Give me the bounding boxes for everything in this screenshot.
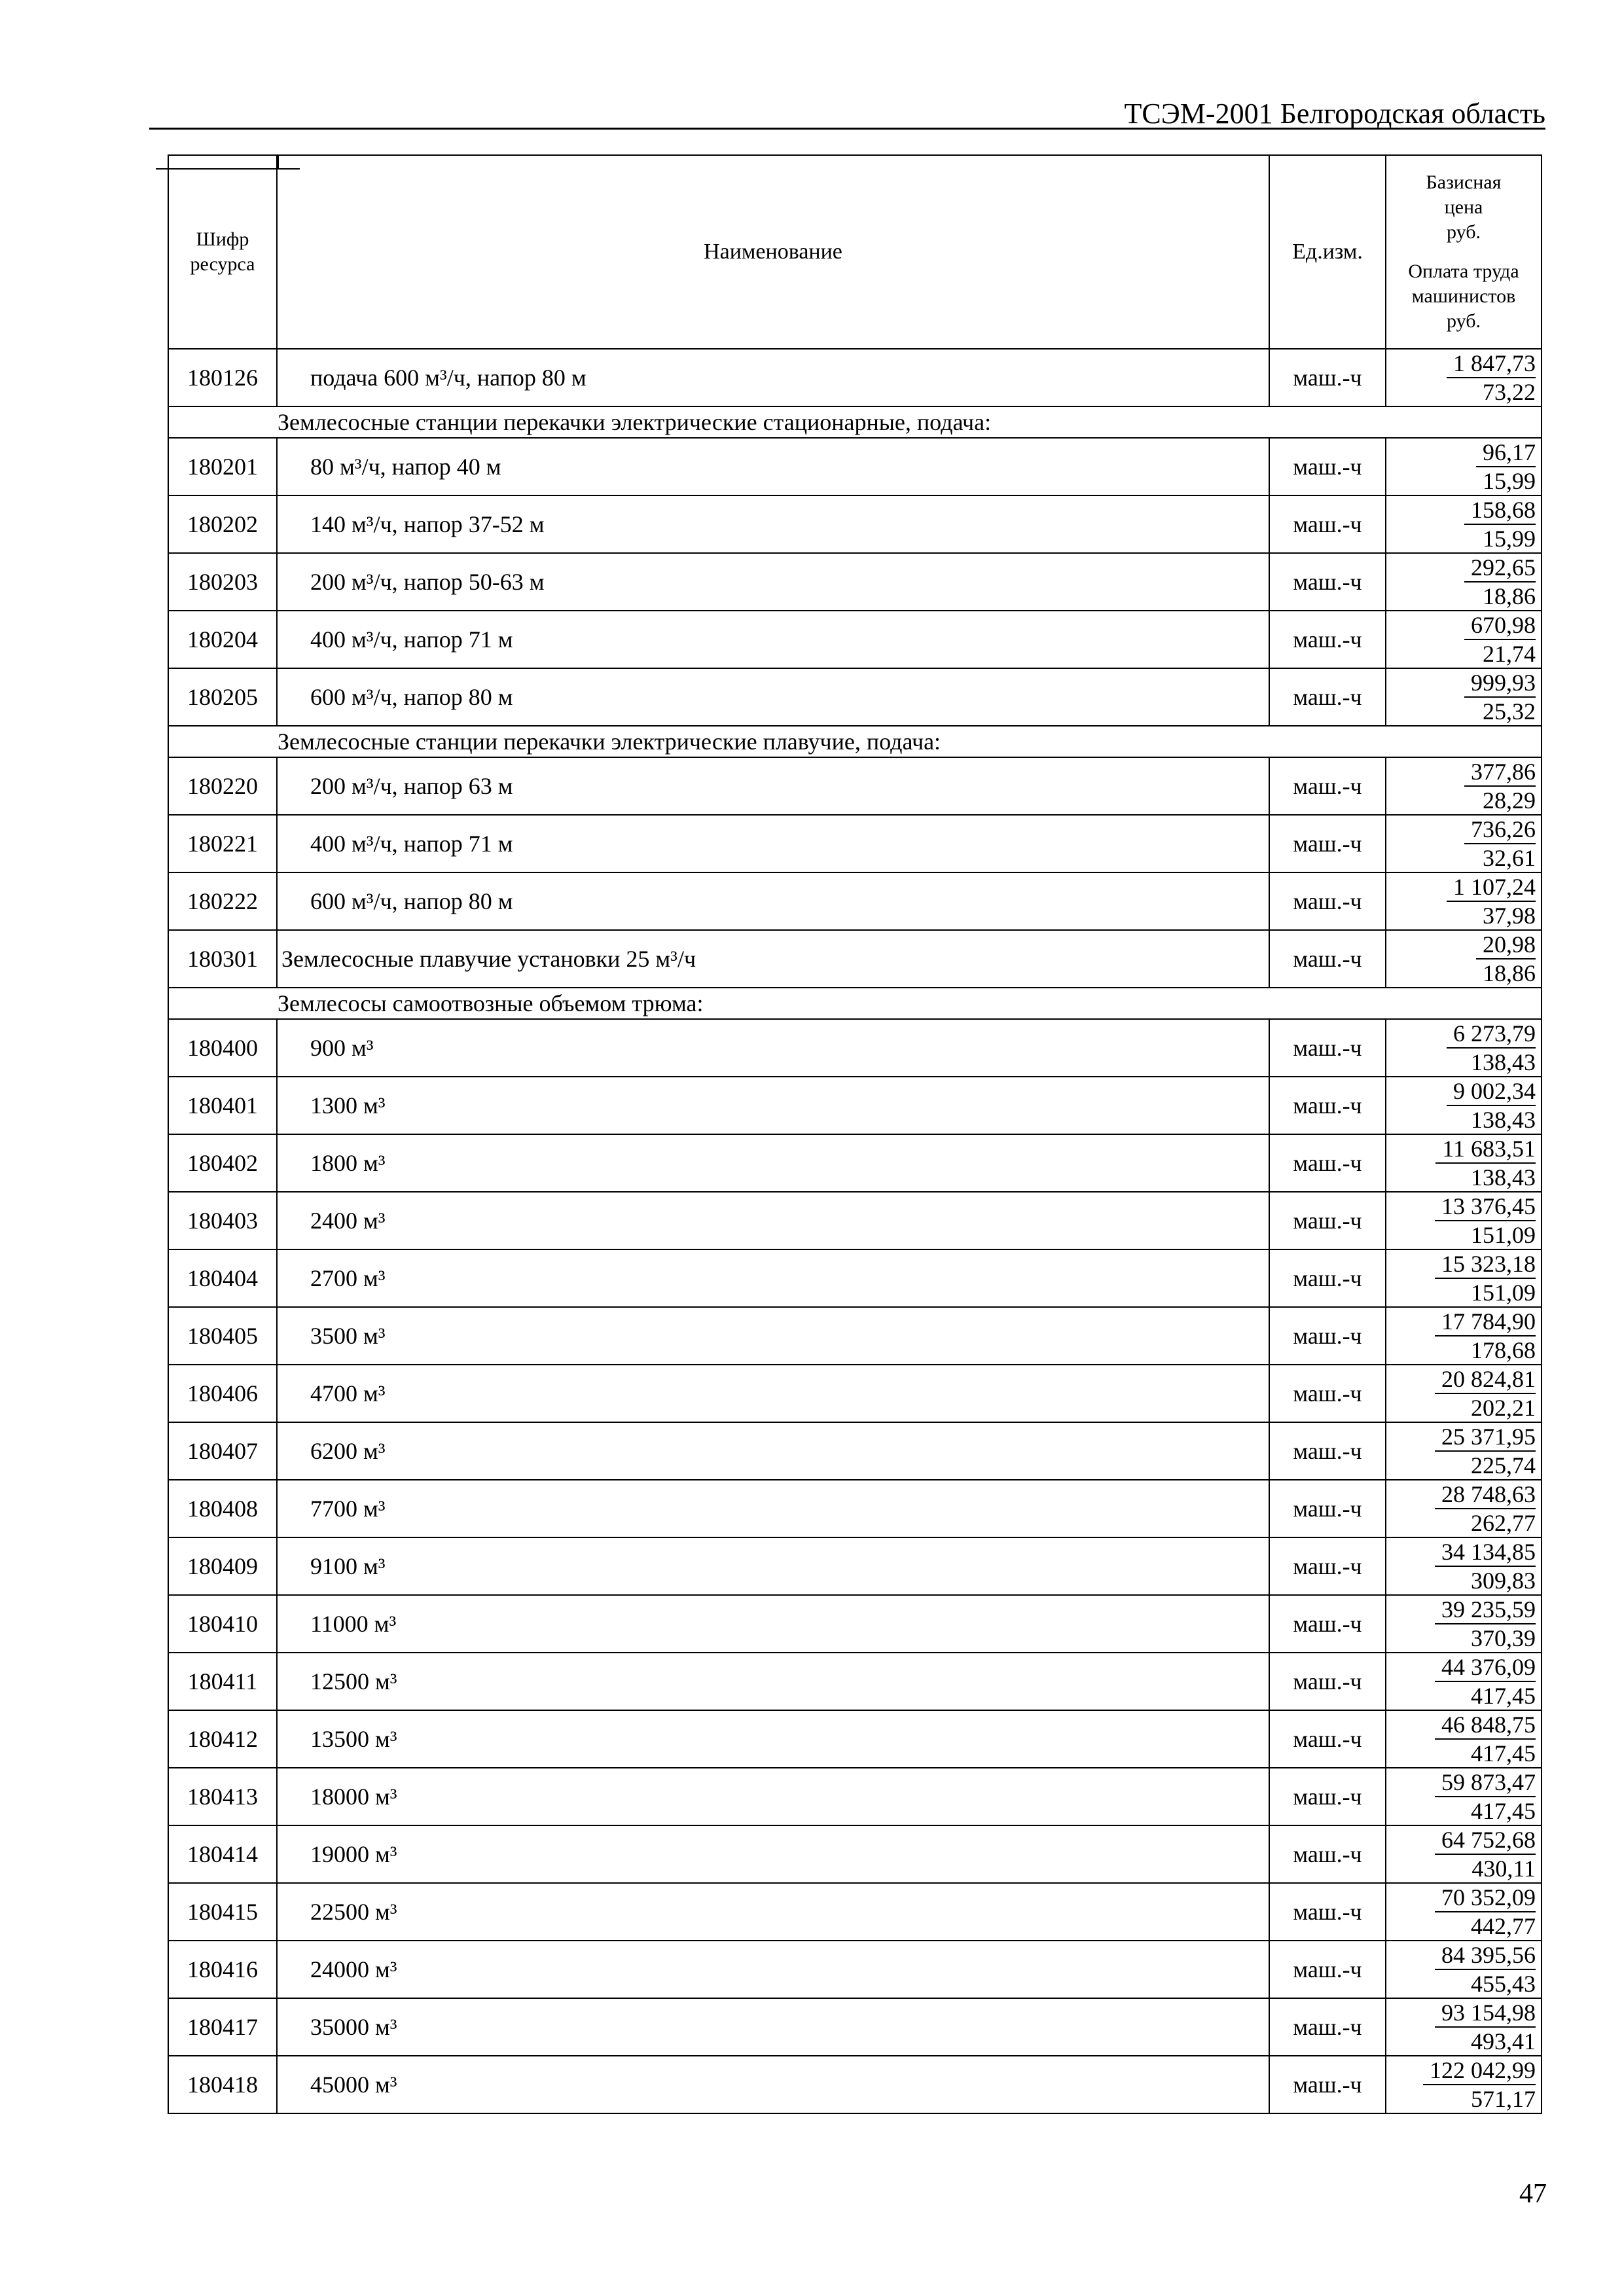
price-cell <box>1386 611 1542 668</box>
labor-cost-value: 417,45 <box>1471 1798 1536 1824</box>
resource-code-cell: 180415 <box>168 1883 277 1941</box>
labor-cost-value: 28,29 <box>1483 787 1536 814</box>
labor-cost-value: 18,86 <box>1483 583 1536 609</box>
table-row <box>168 349 1542 406</box>
base-price-value: 377,86 <box>1464 758 1536 787</box>
resource-code-cell: 180401 <box>168 1077 277 1134</box>
labor-cost-value: 417,45 <box>1471 1740 1536 1767</box>
resource-name-cell: 9100 м³ <box>277 1537 1269 1595</box>
table-row <box>168 1019 1542 1077</box>
base-price-value: 15 323,18 <box>1435 1250 1536 1279</box>
unit-cell: маш.-ч <box>1269 1019 1386 1077</box>
resource-code-cell: 180202 <box>168 495 277 553</box>
price-cell <box>1386 815 1542 872</box>
base-price-value: 6 273,79 <box>1447 1020 1536 1049</box>
base-price-value: 158,68 <box>1464 496 1536 525</box>
unit-cell: маш.-ч <box>1269 1077 1386 1134</box>
base-price-value: 670,98 <box>1464 611 1536 640</box>
unit-cell: маш.-ч <box>1269 872 1386 930</box>
unit-cell: маш.-ч <box>1269 438 1386 495</box>
resource-code-cell: 180413 <box>168 1768 277 1825</box>
price-cell <box>1386 1480 1542 1537</box>
labor-cost-value: 18,86 <box>1483 960 1536 986</box>
labor-cost-value: 21,74 <box>1483 641 1536 667</box>
resource-name-cell: 900 м³ <box>277 1019 1269 1077</box>
table-row <box>168 1307 1542 1365</box>
labor-cost-value: 15,99 <box>1483 468 1536 494</box>
labor-cost-value: 73,22 <box>1483 379 1536 405</box>
resource-name-cell: 200 м³/ч, напор 50-63 м <box>277 553 1269 611</box>
resource-name-cell: 4700 м³ <box>277 1365 1269 1422</box>
unit-cell: маш.-ч <box>1269 1537 1386 1595</box>
labor-cost-value: 178,68 <box>1471 1337 1536 1363</box>
resource-name-cell: 6200 м³ <box>277 1422 1269 1480</box>
price-cell <box>1386 668 1542 726</box>
resource-code-cell: 180417 <box>168 1998 277 2056</box>
unit-cell: маш.-ч <box>1269 2056 1386 2113</box>
table-group-row <box>168 406 1542 438</box>
base-price-value: 20 824,81 <box>1435 1365 1536 1394</box>
resource-name-cell: 1300 м³ <box>277 1077 1269 1134</box>
unit-cell: маш.-ч <box>1269 349 1386 406</box>
unit-cell: маш.-ч <box>1269 1307 1386 1365</box>
base-price-value: 13 376,45 <box>1435 1193 1536 1221</box>
group-heading <box>168 988 1542 1019</box>
unit-cell: маш.-ч <box>1269 668 1386 726</box>
labor-cost-value: 571,17 <box>1471 2086 1536 2112</box>
base-price-value: 20,98 <box>1476 931 1536 960</box>
resource-code-cell: 180205 <box>168 668 277 726</box>
resource-code-cell: 180407 <box>168 1422 277 1480</box>
resource-code-cell: 180220 <box>168 757 277 815</box>
table-row <box>168 815 1542 872</box>
price-cell <box>1386 553 1542 611</box>
price-cell <box>1386 1307 1542 1365</box>
price-cell <box>1386 1825 1542 1883</box>
resource-name-cell: 400 м³/ч, напор 71 м <box>277 611 1269 668</box>
table-row <box>168 1192 1542 1249</box>
labor-cost-value: 442,77 <box>1471 1913 1536 1939</box>
price-cell <box>1386 1019 1542 1077</box>
base-price-value: 28 748,63 <box>1435 1480 1536 1509</box>
table-group-row <box>168 988 1542 1019</box>
table-row <box>168 1653 1542 1710</box>
resource-name-cell: 3500 м³ <box>277 1307 1269 1365</box>
resource-name-cell: 22500 м³ <box>277 1883 1269 1941</box>
labor-cost-value: 309,83 <box>1471 1568 1536 1594</box>
unit-cell: маш.-ч <box>1269 930 1386 988</box>
price-cell <box>1386 1941 1542 1998</box>
labor-header-line-3: руб. <box>1447 310 1481 332</box>
price-cell <box>1386 1422 1542 1480</box>
table-row <box>168 2056 1542 2113</box>
unit-cell: маш.-ч <box>1269 495 1386 553</box>
resource-name-cell: 24000 м³ <box>277 1941 1269 1998</box>
resource-name-cell: 7700 м³ <box>277 1480 1269 1537</box>
table-body <box>168 349 1542 2113</box>
table-group-row <box>168 726 1542 757</box>
resource-name-cell: 600 м³/ч, напор 80 м <box>277 668 1269 726</box>
labor-cost-value: 138,43 <box>1471 1049 1536 1075</box>
resource-name-cell: 18000 м³ <box>277 1768 1269 1825</box>
resource-code-cell: 180408 <box>168 1480 277 1537</box>
table-row <box>168 1825 1542 1883</box>
base-price-value: 1 107,24 <box>1447 873 1536 902</box>
base-price-value: 17 784,90 <box>1435 1308 1536 1336</box>
base-price-value: 736,26 <box>1464 816 1536 844</box>
table-row <box>168 757 1542 815</box>
price-cell <box>1386 1077 1542 1134</box>
resource-code-cell: 180406 <box>168 1365 277 1422</box>
labor-cost-value: 370,39 <box>1471 1625 1536 1651</box>
price-header-line-3: руб. <box>1447 221 1481 243</box>
unit-cell: маш.-ч <box>1269 1192 1386 1249</box>
resource-code-cell: 180416 <box>168 1941 277 1998</box>
unit-cell: маш.-ч <box>1269 1653 1386 1710</box>
resource-name-cell: 140 м³/ч, напор 37-52 м <box>277 495 1269 553</box>
base-price-value: 59 873,47 <box>1435 1768 1536 1797</box>
labor-cost-value: 430,11 <box>1471 1856 1536 1882</box>
column-header-unit: Ед.изм. <box>1269 155 1386 349</box>
labor-header-line-1: Оплата труда <box>1408 260 1519 282</box>
base-price-value: 999,93 <box>1464 669 1536 698</box>
table-row <box>168 668 1542 726</box>
base-price-value: 122 042,99 <box>1423 2056 1536 2085</box>
price-cell <box>1386 757 1542 815</box>
labor-cost-value: 262,77 <box>1471 1510 1536 1536</box>
resource-price-table <box>168 154 1542 2114</box>
price-cell <box>1386 1998 1542 2056</box>
group-heading-text: Землесосные станции перекачки электрические стационарные, подача: <box>278 409 992 435</box>
price-header-line-2: цена <box>1444 196 1483 218</box>
group-heading <box>168 406 1542 438</box>
labor-cost-value: 151,09 <box>1471 1222 1536 1248</box>
resource-code-cell: 180301 <box>168 930 277 988</box>
unit-cell: маш.-ч <box>1269 553 1386 611</box>
table-row <box>168 1941 1542 1998</box>
group-heading-text: Землесосы самоотвозные объемом трюма: <box>278 990 704 1016</box>
unit-cell: маш.-ч <box>1269 815 1386 872</box>
price-cell <box>1386 349 1542 406</box>
labor-cost-value: 455,43 <box>1471 1971 1536 1997</box>
labor-cost-value: 417,45 <box>1471 1683 1536 1709</box>
base-price-value: 96,17 <box>1476 439 1536 467</box>
table-row <box>168 1710 1542 1768</box>
resource-code-cell: 180126 <box>168 349 277 406</box>
labor-cost-value: 25,32 <box>1483 698 1536 725</box>
resource-code-cell: 180409 <box>168 1537 277 1595</box>
table-row <box>168 1537 1542 1595</box>
unit-cell: маш.-ч <box>1269 1249 1386 1307</box>
group-heading <box>168 726 1542 757</box>
base-price-value: 93 154,98 <box>1435 1999 1536 2028</box>
price-cell <box>1386 872 1542 930</box>
resource-code-cell: 180204 <box>168 611 277 668</box>
document-header-title: ТСЭМ-2001 Белгородская область <box>1124 98 1545 130</box>
resource-code-cell: 180405 <box>168 1307 277 1365</box>
price-cell <box>1386 930 1542 988</box>
resource-name-cell: 2700 м³ <box>277 1249 1269 1307</box>
price-cell <box>1386 1365 1542 1422</box>
table-row <box>168 1077 1542 1134</box>
base-price-value: 70 352,09 <box>1435 1884 1536 1912</box>
table-row <box>168 1365 1542 1422</box>
column-header-code: Шифр ресурса <box>168 155 277 349</box>
resource-code-cell: 180203 <box>168 553 277 611</box>
resource-name-cell: 35000 м³ <box>277 1998 1269 2056</box>
unit-cell: маш.-ч <box>1269 1941 1386 1998</box>
resource-name-cell: 600 м³/ч, напор 80 м <box>277 872 1269 930</box>
page-number: 47 <box>1519 2179 1547 2209</box>
unit-cell: маш.-ч <box>1269 611 1386 668</box>
resource-name-cell: Землесосные плавучие установки 25 м³/ч <box>277 930 1269 988</box>
price-header-line-1: Базисная <box>1426 171 1502 193</box>
resource-code-cell: 180410 <box>168 1595 277 1653</box>
price-cell <box>1386 1653 1542 1710</box>
unit-cell: маш.-ч <box>1269 1883 1386 1941</box>
base-price-value: 11 683,51 <box>1435 1135 1536 1164</box>
unit-cell: маш.-ч <box>1269 1825 1386 1883</box>
base-price-value: 1 847,73 <box>1447 350 1536 378</box>
price-cell <box>1386 495 1542 553</box>
base-price-value: 292,65 <box>1464 554 1536 583</box>
price-cell <box>1386 2056 1542 2113</box>
resource-code-cell: 180414 <box>168 1825 277 1883</box>
table-row <box>168 1422 1542 1480</box>
price-cell <box>1386 1192 1542 1249</box>
price-cell <box>1386 1768 1542 1825</box>
price-cell <box>1386 1710 1542 1768</box>
price-cell <box>1386 438 1542 495</box>
base-price-value: 34 134,85 <box>1435 1538 1536 1567</box>
labor-cost-value: 138,43 <box>1471 1107 1536 1133</box>
table-row <box>168 1883 1542 1941</box>
resource-name-cell: 2400 м³ <box>277 1192 1269 1249</box>
price-cell <box>1386 1883 1542 1941</box>
table-row <box>168 872 1542 930</box>
labor-header-line-2: машинистов <box>1411 285 1516 307</box>
resource-code-cell: 180412 <box>168 1710 277 1768</box>
labor-cost-value: 37,98 <box>1483 903 1536 929</box>
table-row <box>168 930 1542 988</box>
resource-name-cell: 200 м³/ч, напор 63 м <box>277 757 1269 815</box>
base-price-value: 46 848,75 <box>1435 1711 1536 1740</box>
table-row <box>168 1768 1542 1825</box>
resource-code-cell: 180411 <box>168 1653 277 1710</box>
resource-name-cell: 12500 м³ <box>277 1653 1269 1710</box>
price-cell <box>1386 1134 1542 1192</box>
unit-cell: маш.-ч <box>1269 1480 1386 1537</box>
table-header-row <box>168 155 1542 349</box>
base-price-value: 25 371,95 <box>1435 1423 1536 1452</box>
unit-cell: маш.-ч <box>1269 1710 1386 1768</box>
price-cell <box>1386 1595 1542 1653</box>
resource-name-cell: 11000 м³ <box>277 1595 1269 1653</box>
resource-code-cell: 180400 <box>168 1019 277 1077</box>
table-row <box>168 495 1542 553</box>
base-price-value: 9 002,34 <box>1447 1077 1536 1106</box>
unit-cell: маш.-ч <box>1269 1422 1386 1480</box>
resource-name-cell: 19000 м³ <box>277 1825 1269 1883</box>
column-header-name: Наименование <box>277 155 1269 349</box>
labor-cost-value: 493,41 <box>1471 2028 1536 2054</box>
table-row <box>168 1249 1542 1307</box>
resource-code-cell: 180402 <box>168 1134 277 1192</box>
price-cell <box>1386 1249 1542 1307</box>
unit-cell: маш.-ч <box>1269 1365 1386 1422</box>
unit-cell: маш.-ч <box>1269 1998 1386 2056</box>
resource-name-cell: 1800 м³ <box>277 1134 1269 1192</box>
resource-code-cell: 180403 <box>168 1192 277 1249</box>
table-row <box>168 1998 1542 2056</box>
resource-name-cell: 13500 м³ <box>277 1710 1269 1768</box>
table-row <box>168 553 1542 611</box>
resource-code-cell: 180404 <box>168 1249 277 1307</box>
base-price-value: 64 752,68 <box>1435 1826 1536 1855</box>
unit-cell: маш.-ч <box>1269 757 1386 815</box>
resource-code-cell: 180201 <box>168 438 277 495</box>
labor-cost-value: 138,43 <box>1471 1164 1536 1191</box>
table-row <box>168 1480 1542 1537</box>
header-rule <box>149 128 1545 130</box>
unit-cell: маш.-ч <box>1269 1595 1386 1653</box>
resource-name-cell: подача 600 м³/ч, напор 80 м <box>277 349 1269 406</box>
column-header-price <box>1386 155 1542 349</box>
base-price-value: 44 376,09 <box>1435 1653 1536 1682</box>
unit-cell: маш.-ч <box>1269 1134 1386 1192</box>
resource-code-cell: 180222 <box>168 872 277 930</box>
table-row <box>168 1595 1542 1653</box>
labor-cost-value: 151,09 <box>1471 1280 1536 1306</box>
resource-name-cell: 400 м³/ч, напор 71 м <box>277 815 1269 872</box>
unit-cell: маш.-ч <box>1269 1768 1386 1825</box>
price-cell <box>1386 1537 1542 1595</box>
resource-name-cell: 45000 м³ <box>277 2056 1269 2113</box>
resource-name-cell: 80 м³/ч, напор 40 м <box>277 438 1269 495</box>
base-price-value: 39 235,59 <box>1435 1596 1536 1624</box>
resource-code-cell: 180418 <box>168 2056 277 2113</box>
labor-cost-value: 15,99 <box>1483 526 1536 552</box>
table-row <box>168 438 1542 495</box>
table-row <box>168 1134 1542 1192</box>
labor-cost-value: 202,21 <box>1471 1395 1536 1421</box>
base-price-value: 84 395,56 <box>1435 1941 1536 1970</box>
labor-cost-value: 32,61 <box>1483 845 1536 871</box>
table-row <box>168 611 1542 668</box>
resource-code-cell: 180221 <box>168 815 277 872</box>
labor-cost-value: 225,74 <box>1471 1452 1536 1479</box>
group-heading-text: Землесосные станции перекачки электрические плавучие, подача: <box>278 728 941 755</box>
